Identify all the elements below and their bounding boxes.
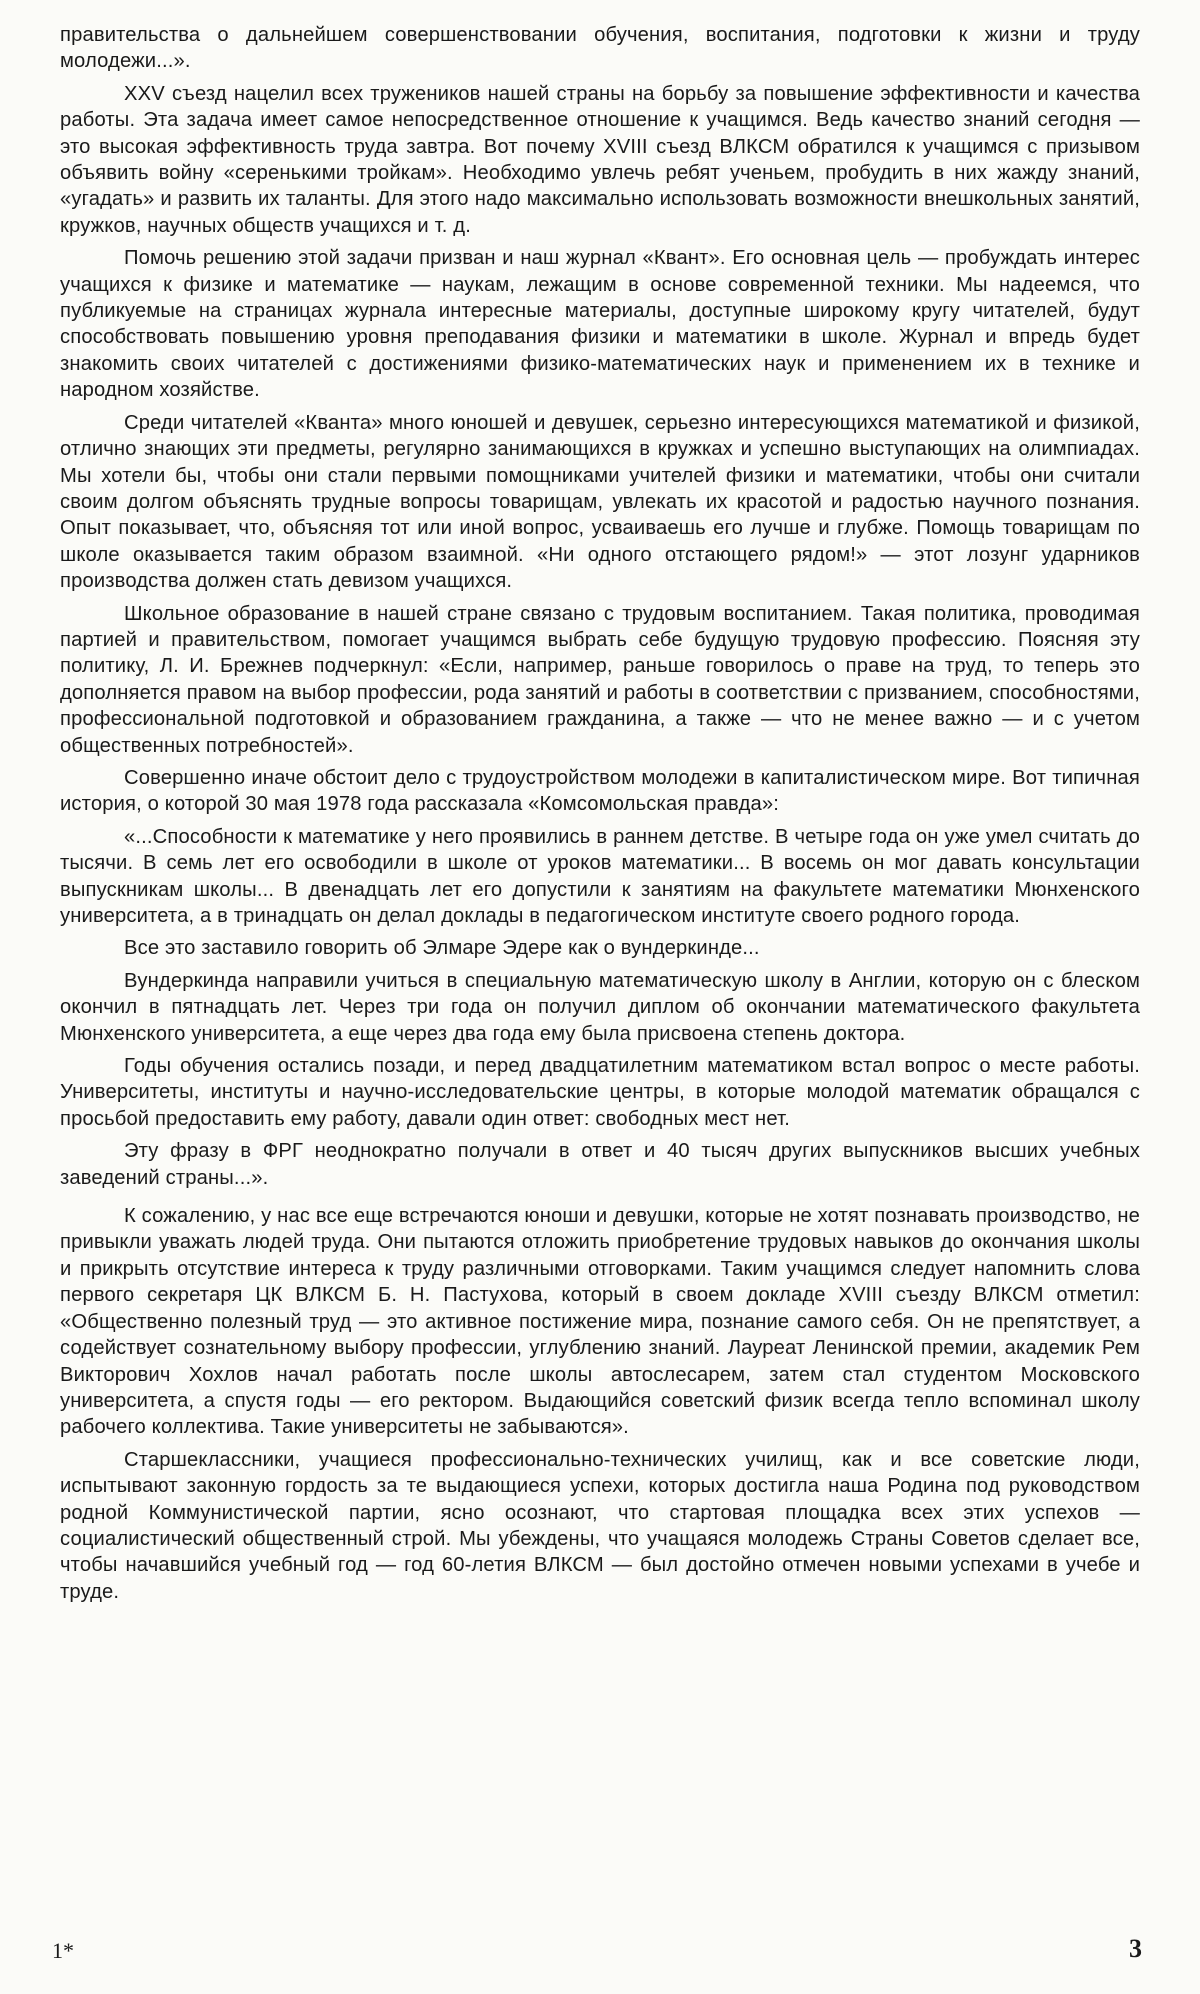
paragraph-quote-wunderkind: Все это заставило говорить об Элмаре Эдере как о вундеркинде... — [124, 937, 760, 960]
paragraph-school-education: Школьное образование в нашей стране связано с трудовым воспитанием. Такая политика, проводимая партией и правительством, помогает учащимся выбрать себе будущую трудовую профессию. Поясняя эту политику, Л. И. Брежнев подчеркнул: «Если, например, раньше говорилось о праве на труд, то теперь это дополняется правом на выбор профессии, рода занятий и работы в соответствии с призванием, способностями, профессиональной подготовкой и образованием гражданина, а также — что не менее важно — и с учетом общественных потребностей». — [60, 602, 1140, 757]
paragraph-xxv-congress: XXV съезд нацелил всех тружеников нашей страны на борьбу за повышение эффективности и качества работы. Эта задача имеет самое непосредственное отношение к учащимся. Ведь качество знаний сегодня — это высокая эффективность труда завтра. Вот почему XVIII съезд ВЛКСМ обратился к учащимся с призывом объявить войну «серенькими тройкам». Необходимо увлечь ребят ученьем, пробудить в них жажду знаний, «угадать» и развить их таланты. Для этого надо максимально использовать возможности внешкольных занятий, кружков, научных обществ учащихся и т. д. — [60, 82, 1140, 237]
paragraph-capitalist-world: Совершенно иначе обстоит дело с трудоустройством молодежи в капиталистическом мире. Вот типичная история, о которой 30 мая 1978 года рассказала «Комсомольская правда»: — [60, 766, 1140, 816]
paragraph-conclusion: Старшеклассники, учащиеся профессионально-технических училищ, как и все советские люди, испытывают законную гордость за те выдающиеся успехи, которых достигла наша Родина под руководством родной Коммунистической партии, ясно осознают, что стартовая площадка всех этих успехов — социалистический общественный строй. Мы убеждены, что учащаяся молодежь Страны Советов сделает все, чтобы начавшийся учебный год — год 60-летия ВЛКСМ — был достойно отмечен новыми успехами в учебе и труде. — [60, 1448, 1140, 1603]
paragraph-readers: Среди читателей «Кванта» много юношей и девушек, серьезно интересующихся математикой и физикой, отлично знающих эти предметы, регулярно занимающихся в кружках и успешно выступающих на олимпиадах. Мы хотели бы, чтобы они стали первыми помощниками учителей физики и математики, чтобы они считали своим долгом объяснять трудные вопросы товарищам, увлекать их красотой и радостью научного познания. Опыт показывает, что, объясняя тот или иной вопрос, усваиваешь его лучше и глубже. Помощь товарищам по школе оказывается таким образом взаимной. «Ни одного отстающего рядом!» — этот лозунг ударников производства должен стать девизом учащихся. — [60, 411, 1140, 593]
paragraph-continuation: правительства о дальнейшем совершенствовании обучения, воспитания, подготовки к жизни и труду молодежи...». — [60, 24, 1140, 73]
article-body — [60, 22, 1140, 1611]
paragraph-kvant-goal: Помочь решению этой задачи призван и наш журнал «Квант». Его основная цель — пробуждать интерес учащихся к физике и математике — наукам, лежащим в основе современной техники. Мы надеемся, что публикуемые на страницах журнала интересные материалы, доступные широкому кругу читателей, будут способствовать повышению уровня преподавания физики и математики в школе. Журнал и впредь будет знакомить своих читателей с достижениями физико-математических наук и применением их в технике и народном хозяйстве. — [60, 247, 1140, 402]
paragraph-quote-frg: Эту фразу в ФРГ неоднократно получали в ответ и 40 тысяч других выпускников высших учебных заведений страны...». — [60, 1140, 1140, 1189]
page-number: 3 — [1129, 1934, 1142, 1963]
paragraph-quote-childhood: «...Способности к математике у него проявились в раннем детстве. В четыре года он уже умел считать до тысячи. В семь лет его освободили в школе от уроков математики... В восемь он мог давать консультации выпускникам школы... В двенадцать лет его допустили к занятиям на факультете математики Мюнхенского университета, а в тринадцать он делал доклады в педагогическом институте своего родного города. — [60, 825, 1140, 927]
signature-mark: 1* — [52, 1938, 74, 1963]
paragraph-labor: К сожалению, у нас все еще встречаются юноши и девушки, которые не хотят познавать производство, не привыкли уважать людей труда. Они пытаются отложить приобретение трудовых навыков до окончания школы и прикрыть отсутствие интереса к труду различными отговорками. Таким учащимся следует напомнить слова первого секретаря ЦК ВЛКСМ Б. Н. Пастухова, который в своем докладе XVIII съезду ВЛКСМ отметил: «Общественно полезный труд — это активное постижение мира, познание самого себя. Он не препятствует, а содействует сознательному выбору профессии, углублению знаний. Лауреат Ленинской премии, академик Рем Викторович Хохлов начал работать после школы автослесарем, затем стал студентом Московского университета, а спустя годы — его ректором. Выдающийся советский физик всегда тепло вспоминал школу рабочего коллектива. Такие университеты не забываются». — [60, 1205, 1141, 1439]
paragraph-quote-work-search: Годы обучения остались позади, и перед двадцатилетним математиком встал вопрос о месте работы. Университеты, институты и научно-исследовательские центры, в которые молодой математик обращался с просьбой предоставить ему работу, давали один ответ: свободных мест нет. — [60, 1055, 1140, 1130]
paragraph-quote-england: Вундеркинда направили учиться в специальную математическую школу в Англии, которую он с блеском окончил в пятнадцать лет. Через три года он получил диплом об окончании математического факультета Мюнхенского университета, а еще через два года ему была присвоена степень доктора. — [60, 969, 1140, 1045]
